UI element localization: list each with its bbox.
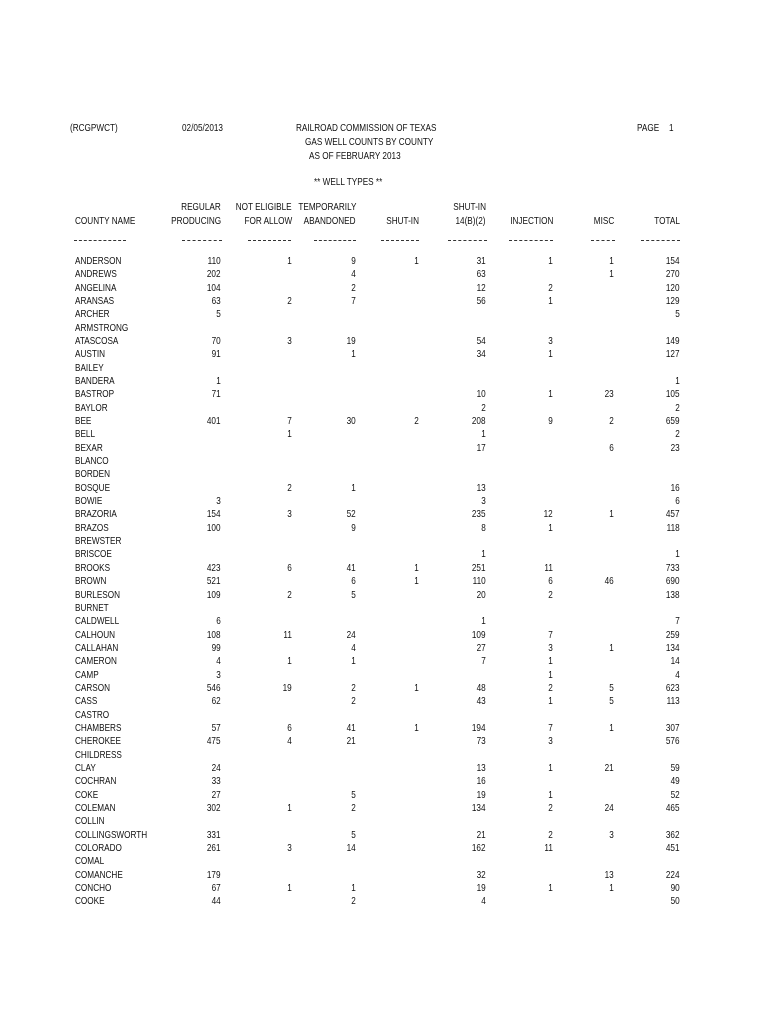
cell-shut-in-14b2: 194 — [472, 722, 486, 734]
cell-county: COCHRAN — [75, 775, 117, 787]
cell-county: COLLINGSWORTH — [75, 829, 148, 841]
cell-misc: 1 — [609, 268, 614, 280]
cell-temp-abandoned: 9 — [351, 255, 356, 267]
cell-total: 457 — [666, 508, 680, 520]
cell-injection: 1 — [548, 655, 553, 667]
cell-total: 105 — [666, 388, 680, 400]
cell-total: 1 — [675, 548, 680, 560]
cell-regular: 70 — [211, 335, 221, 347]
column-underline — [448, 240, 487, 241]
cell-county: CALHOUN — [75, 629, 116, 641]
cell-county: BOWIE — [75, 495, 103, 507]
cell-misc: 2 — [609, 415, 614, 427]
cell-regular: 6 — [216, 615, 221, 627]
cell-total: 224 — [666, 869, 680, 881]
cell-not-eligible: 4 — [287, 735, 292, 747]
cell-shut-in: 1 — [414, 562, 419, 574]
cell-total: 362 — [666, 829, 680, 841]
cell-total: 134 — [666, 642, 680, 654]
cell-county: COMANCHE — [75, 869, 123, 881]
report-id: (RCGPWCT) — [70, 122, 118, 134]
cell-shut-in-14b2: 17 — [476, 442, 486, 454]
cell-injection: 1 — [548, 255, 553, 267]
cell-injection: 2 — [548, 589, 553, 601]
cell-regular: 423 — [207, 562, 221, 574]
cell-total: 113 — [666, 695, 680, 707]
cell-total: 23 — [670, 442, 680, 454]
cell-misc: 13 — [604, 869, 614, 881]
cell-total: 149 — [666, 335, 680, 347]
column-header-temp-abandoned: TEMPORARILY — [297, 201, 356, 213]
page-label: PAGE — [637, 122, 660, 134]
cell-regular: 57 — [211, 722, 221, 734]
cell-shut-in-14b2: 208 — [472, 415, 486, 427]
cell-injection: 3 — [548, 735, 553, 747]
cell-shut-in-14b2: 7 — [481, 655, 486, 667]
cell-regular: 3 — [216, 495, 221, 507]
cell-temp-abandoned: 4 — [351, 642, 356, 654]
cell-injection: 1 — [548, 695, 553, 707]
cell-shut-in-14b2: 235 — [472, 508, 486, 520]
cell-injection: 1 — [548, 669, 553, 681]
cell-regular: 104 — [207, 282, 221, 294]
cell-temp-abandoned: 19 — [346, 335, 356, 347]
cell-regular: 63 — [211, 295, 221, 307]
cell-temp-abandoned: 1 — [351, 882, 356, 894]
cell-temp-abandoned: 21 — [346, 735, 356, 747]
cell-temp-abandoned: 2 — [351, 282, 356, 294]
cell-injection: 1 — [548, 762, 553, 774]
cell-shut-in-14b2: 54 — [476, 335, 486, 347]
cell-total: 4 — [675, 669, 680, 681]
report-subtitle: GAS WELL COUNTS BY COUNTY — [305, 136, 434, 148]
cell-shut-in-14b2: 4 — [481, 895, 486, 907]
cell-total: 1 — [675, 375, 680, 387]
cell-county: AUSTIN — [75, 348, 106, 360]
cell-injection: 1 — [548, 348, 553, 360]
cell-injection: 11 — [544, 562, 553, 574]
column-header-shut-in: SHUT-IN — [386, 215, 419, 227]
report-date: 02/05/2013 — [182, 122, 223, 134]
cell-shut-in-14b2: 19 — [476, 882, 486, 894]
cell-county: CASTRO — [75, 709, 110, 721]
cell-county: BURLESON — [75, 589, 121, 601]
cell-county: CAMERON — [75, 655, 117, 667]
cell-injection: 1 — [548, 522, 553, 534]
cell-regular: 44 — [211, 895, 221, 907]
cell-temp-abandoned: 2 — [351, 895, 356, 907]
cell-regular: 108 — [207, 629, 221, 641]
cell-regular: 100 — [207, 522, 221, 534]
cell-total: 2 — [675, 402, 680, 414]
cell-shut-in-14b2: 32 — [476, 869, 486, 881]
cell-county: ANGELINA — [75, 282, 117, 294]
cell-regular: 62 — [211, 695, 221, 707]
cell-regular: 302 — [207, 802, 221, 814]
cell-not-eligible: 1 — [287, 428, 292, 440]
report-as-of: AS OF FEBRUARY 2013 — [309, 150, 401, 162]
cell-temp-abandoned: 5 — [351, 829, 356, 841]
cell-shut-in-14b2: 16 — [476, 775, 486, 787]
cell-misc: 6 — [609, 442, 614, 454]
cell-county: BRAZORIA — [75, 508, 117, 520]
cell-not-eligible: 6 — [287, 562, 292, 574]
cell-county: COLEMAN — [75, 802, 116, 814]
cell-injection: 6 — [548, 575, 553, 587]
cell-misc: 46 — [604, 575, 614, 587]
cell-temp-abandoned: 24 — [346, 629, 356, 641]
column-underline — [182, 240, 222, 241]
cell-misc: 1 — [609, 642, 614, 654]
column-header-not-eligible: NOT ELIGIBLE — [236, 201, 292, 213]
cell-county: CALLAHAN — [75, 642, 119, 654]
cell-shut-in-14b2: 3 — [481, 495, 486, 507]
cell-county: BRISCOE — [75, 548, 112, 560]
cell-regular: 110 — [207, 255, 221, 267]
cell-misc: 23 — [604, 388, 614, 400]
cell-not-eligible: 3 — [287, 842, 292, 854]
cell-not-eligible: 1 — [287, 255, 292, 267]
cell-county: BRAZOS — [75, 522, 109, 534]
cell-regular: 179 — [207, 869, 221, 881]
page-number: 1 — [669, 122, 674, 134]
cell-regular: 261 — [207, 842, 221, 854]
column-header-regular: PRODUCING — [170, 215, 221, 227]
cell-temp-abandoned: 1 — [351, 482, 356, 494]
cell-total: 576 — [666, 735, 680, 747]
cell-total: 5 — [675, 308, 680, 320]
cell-not-eligible: 7 — [287, 415, 292, 427]
cell-misc: 1 — [609, 508, 614, 520]
cell-regular: 4 — [216, 655, 221, 667]
cell-total: 659 — [666, 415, 680, 427]
cell-temp-abandoned: 41 — [346, 562, 356, 574]
cell-total: 733 — [666, 562, 680, 574]
cell-shut-in-14b2: 134 — [472, 802, 486, 814]
cell-total: 259 — [666, 629, 680, 641]
cell-shut-in: 1 — [414, 682, 419, 694]
cell-injection: 2 — [548, 829, 553, 841]
column-header-regular: REGULAR — [181, 201, 221, 213]
cell-total: 14 — [670, 655, 680, 667]
cell-county: ARMSTRONG — [75, 322, 129, 334]
cell-county: CHILDRESS — [75, 749, 122, 761]
cell-injection: 7 — [548, 629, 553, 641]
cell-injection: 12 — [543, 508, 553, 520]
cell-county: COKE — [75, 789, 99, 801]
cell-total: 90 — [670, 882, 680, 894]
cell-county: BASTROP — [75, 388, 115, 400]
cell-temp-abandoned: 14 — [346, 842, 356, 854]
cell-shut-in: 2 — [414, 415, 419, 427]
cell-shut-in-14b2: 20 — [476, 589, 486, 601]
cell-injection: 1 — [548, 388, 553, 400]
cell-county: BURNET — [75, 602, 109, 614]
cell-shut-in-14b2: 13 — [476, 762, 486, 774]
cell-total: 16 — [670, 482, 680, 494]
cell-total: 154 — [666, 255, 680, 267]
column-header-county: COUNTY NAME — [75, 215, 136, 227]
cell-county: ATASCOSA — [75, 335, 119, 347]
cell-injection: 3 — [548, 642, 553, 654]
cell-shut-in: 1 — [414, 575, 419, 587]
cell-county: BORDEN — [75, 468, 111, 480]
cell-total: 7 — [675, 615, 680, 627]
cell-temp-abandoned: 9 — [351, 522, 356, 534]
cell-total: 129 — [666, 295, 680, 307]
cell-injection: 1 — [548, 789, 553, 801]
cell-injection: 1 — [548, 882, 553, 894]
cell-temp-abandoned: 1 — [351, 655, 356, 667]
column-underline — [314, 240, 356, 241]
cell-temp-abandoned: 5 — [351, 589, 356, 601]
cell-not-eligible: 3 — [287, 508, 292, 520]
column-header-total: TOTAL — [654, 215, 680, 227]
cell-injection: 1 — [548, 295, 553, 307]
cell-shut-in-14b2: 8 — [481, 522, 486, 534]
cell-shut-in-14b2: 12 — [476, 282, 486, 294]
cell-regular: 546 — [207, 682, 221, 694]
cell-total: 623 — [666, 682, 680, 694]
cell-total: 451 — [666, 842, 680, 854]
column-underline — [591, 240, 615, 241]
cell-temp-abandoned: 2 — [351, 682, 356, 694]
cell-total: 465 — [666, 802, 680, 814]
cell-regular: 202 — [207, 268, 221, 280]
cell-total: 2 — [675, 428, 680, 440]
column-header-not-eligible: FOR ALLOW — [244, 215, 292, 227]
column-underline — [248, 240, 291, 241]
cell-regular: 521 — [207, 575, 221, 587]
cell-not-eligible: 6 — [287, 722, 292, 734]
cell-misc: 1 — [609, 882, 614, 894]
cell-regular: 24 — [211, 762, 221, 774]
cell-total: 270 — [666, 268, 680, 280]
column-header-shut-in-14b2: SHUT-IN — [453, 201, 486, 213]
cell-regular: 331 — [207, 829, 221, 841]
cell-not-eligible: 3 — [287, 335, 292, 347]
cell-not-eligible: 1 — [287, 802, 292, 814]
cell-temp-abandoned: 4 — [351, 268, 356, 280]
cell-misc: 3 — [609, 829, 614, 841]
cell-not-eligible: 19 — [282, 682, 292, 694]
section-title: ** WELL TYPES ** — [314, 176, 383, 188]
column-underline — [74, 240, 126, 241]
cell-shut-in-14b2: 73 — [476, 735, 486, 747]
cell-temp-abandoned: 30 — [346, 415, 356, 427]
cell-total: 118 — [666, 522, 680, 534]
cell-total: 138 — [666, 589, 680, 601]
cell-not-eligible: 2 — [287, 482, 292, 494]
cell-injection: 2 — [548, 682, 553, 694]
cell-county: BLANCO — [75, 455, 109, 467]
cell-temp-abandoned: 1 — [351, 348, 356, 360]
cell-county: ARANSAS — [75, 295, 115, 307]
cell-shut-in: 1 — [414, 255, 419, 267]
cell-misc: 21 — [604, 762, 614, 774]
cell-shut-in-14b2: 43 — [476, 695, 486, 707]
column-header-shut-in-14b2: 14(B)(2) — [455, 215, 486, 227]
cell-shut-in-14b2: 19 — [476, 789, 486, 801]
cell-shut-in-14b2: 34 — [476, 348, 486, 360]
cell-county: COLORADO — [75, 842, 122, 854]
cell-regular: 67 — [211, 882, 221, 894]
cell-shut-in-14b2: 251 — [472, 562, 486, 574]
cell-not-eligible: 2 — [287, 295, 292, 307]
cell-shut-in-14b2: 1 — [481, 428, 486, 440]
cell-county: COOKE — [75, 895, 105, 907]
cell-county: CAMP — [75, 669, 99, 681]
cell-shut-in-14b2: 31 — [476, 255, 486, 267]
cell-shut-in-14b2: 48 — [476, 682, 486, 694]
cell-temp-abandoned: 52 — [346, 508, 356, 520]
cell-total: 52 — [670, 789, 680, 801]
cell-regular: 5 — [216, 308, 221, 320]
column-header-injection: INJECTION — [509, 215, 553, 227]
report-title: RAILROAD COMMISSION OF TEXAS — [296, 122, 437, 134]
cell-regular: 33 — [211, 775, 221, 787]
cell-temp-abandoned: 7 — [351, 295, 356, 307]
cell-regular: 71 — [211, 388, 221, 400]
cell-shut-in-14b2: 56 — [476, 295, 486, 307]
cell-temp-abandoned: 6 — [351, 575, 356, 587]
cell-county: BROWN — [75, 575, 107, 587]
cell-injection: 3 — [548, 335, 553, 347]
cell-regular: 475 — [207, 735, 221, 747]
cell-shut-in-14b2: 110 — [472, 575, 486, 587]
cell-shut-in-14b2: 1 — [481, 615, 486, 627]
cell-regular: 154 — [207, 508, 221, 520]
cell-misc: 24 — [604, 802, 614, 814]
cell-regular: 109 — [207, 589, 221, 601]
cell-regular: 3 — [216, 669, 221, 681]
cell-shut-in-14b2: 10 — [476, 388, 486, 400]
cell-temp-abandoned: 2 — [351, 695, 356, 707]
cell-county: CLAY — [75, 762, 96, 774]
cell-misc: 1 — [609, 255, 614, 267]
cell-county: BANDERA — [75, 375, 115, 387]
cell-total: 59 — [670, 762, 680, 774]
cell-county: BAILEY — [75, 362, 104, 374]
cell-county: CHEROKEE — [75, 735, 121, 747]
cell-injection: 2 — [548, 802, 553, 814]
cell-shut-in-14b2: 1 — [481, 548, 486, 560]
cell-not-eligible: 11 — [283, 629, 292, 641]
cell-county: COLLIN — [75, 815, 105, 827]
cell-regular: 401 — [207, 415, 221, 427]
cell-total: 127 — [666, 348, 680, 360]
cell-county: BREWSTER — [75, 535, 122, 547]
cell-misc: 5 — [609, 682, 614, 694]
cell-total: 690 — [666, 575, 680, 587]
cell-total: 6 — [675, 495, 680, 507]
column-header-temp-abandoned: ABANDONED — [304, 215, 356, 227]
cell-injection: 2 — [548, 282, 553, 294]
cell-total: 120 — [666, 282, 680, 294]
cell-county: CHAMBERS — [75, 722, 122, 734]
cell-county: CALDWELL — [75, 615, 120, 627]
cell-county: BAYLOR — [75, 402, 108, 414]
cell-regular: 91 — [211, 348, 221, 360]
column-underline — [641, 240, 680, 241]
cell-county: BEE — [75, 415, 92, 427]
cell-shut-in-14b2: 109 — [472, 629, 486, 641]
cell-injection: 11 — [544, 842, 553, 854]
cell-not-eligible: 2 — [287, 589, 292, 601]
cell-county: COMAL — [75, 855, 105, 867]
column-header-misc: MISC — [593, 215, 614, 227]
column-underline — [509, 240, 553, 241]
cell-county: CASS — [75, 695, 98, 707]
cell-shut-in-14b2: 21 — [476, 829, 486, 841]
cell-regular: 99 — [211, 642, 221, 654]
cell-injection: 7 — [548, 722, 553, 734]
cell-county: BROOKS — [75, 562, 111, 574]
cell-shut-in: 1 — [414, 722, 419, 734]
cell-shut-in-14b2: 13 — [476, 482, 486, 494]
cell-county: ARCHER — [75, 308, 110, 320]
column-underline — [381, 240, 419, 241]
cell-not-eligible: 1 — [287, 655, 292, 667]
cell-not-eligible: 1 — [287, 882, 292, 894]
cell-county: BELL — [75, 428, 96, 440]
cell-total: 49 — [670, 775, 680, 787]
cell-county: BEXAR — [75, 442, 103, 454]
cell-misc: 5 — [609, 695, 614, 707]
cell-shut-in-14b2: 63 — [476, 268, 486, 280]
cell-regular: 27 — [211, 789, 221, 801]
cell-shut-in-14b2: 162 — [472, 842, 486, 854]
cell-misc: 1 — [609, 722, 614, 734]
cell-county: BOSQUE — [75, 482, 111, 494]
cell-shut-in-14b2: 27 — [476, 642, 486, 654]
cell-temp-abandoned: 2 — [351, 802, 356, 814]
cell-injection: 9 — [548, 415, 553, 427]
cell-shut-in-14b2: 2 — [481, 402, 486, 414]
cell-county: CARSON — [75, 682, 111, 694]
cell-total: 307 — [666, 722, 680, 734]
cell-county: CONCHO — [75, 882, 112, 894]
cell-regular: 1 — [216, 375, 221, 387]
cell-total: 50 — [670, 895, 680, 907]
cell-temp-abandoned: 5 — [351, 789, 356, 801]
cell-county: ANDREWS — [75, 268, 117, 280]
cell-county: ANDERSON — [75, 255, 122, 267]
cell-temp-abandoned: 41 — [346, 722, 356, 734]
